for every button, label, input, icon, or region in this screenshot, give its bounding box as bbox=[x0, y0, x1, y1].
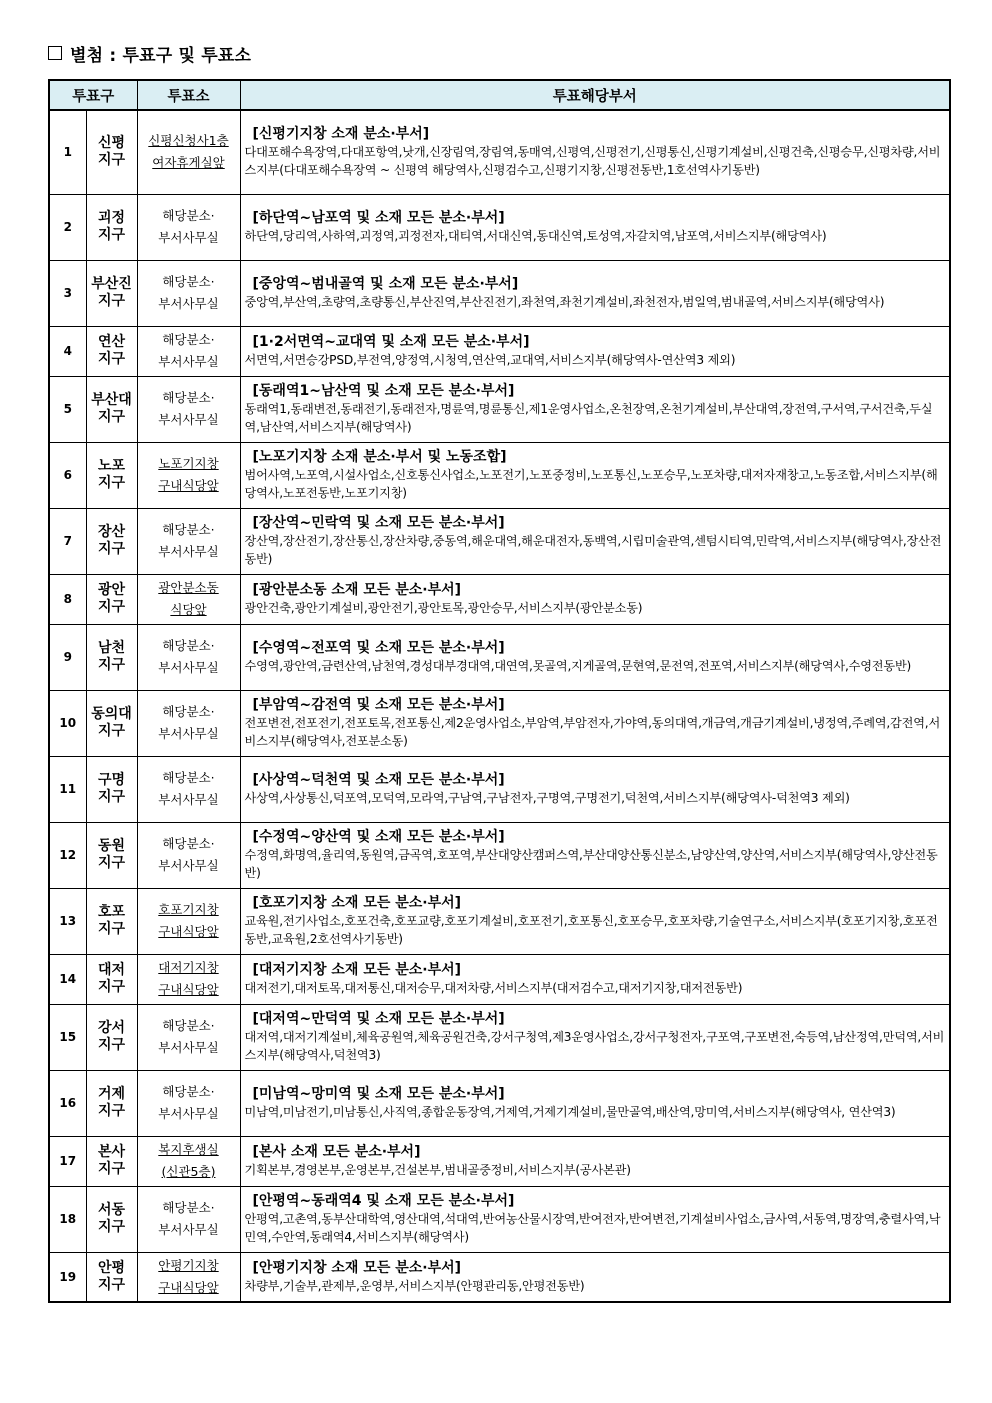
district-label: 지구 bbox=[97, 541, 126, 557]
district-cell bbox=[86, 110, 137, 194]
table-row bbox=[49, 110, 950, 194]
district-label: 지구 bbox=[97, 293, 126, 309]
checkbox-square-icon bbox=[48, 46, 62, 60]
polling-place-cell bbox=[137, 690, 240, 756]
department-heading: [본사 소재 모든 분소·부서] bbox=[252, 1144, 421, 1160]
row-number: 16 bbox=[49, 1070, 86, 1136]
polling-place-label: 해당분소· bbox=[162, 638, 215, 653]
district-label: 지구 bbox=[97, 1103, 126, 1119]
department-list: 중앙역,부산역,초량역,초량통신,부산진역,부산진전기,좌천역,좌천기계설비,좌천전자,범일역,범내골역,서비스지부(해당역사) bbox=[244, 295, 885, 309]
department-heading: [안평기지창 소재 모든 분소·부서] bbox=[252, 1259, 462, 1276]
polling-place-label: 부서사무실 bbox=[158, 660, 219, 675]
polling-place-label: 해당분소· bbox=[162, 1200, 215, 1215]
row-number: 8 bbox=[49, 574, 86, 624]
department-list: 동래역1,동래변전,동래전기,동래전자,명륜역,명륜통신,제1운영사업소,온천장역,온천기계설비,부산대역,장전역,구서역,구서건축,두실역,남산역,서비스지부(해당역사) bbox=[244, 402, 933, 434]
polling-place-label: 안평기지창 bbox=[158, 1257, 219, 1273]
department-heading: [수정역~양산역 및 소재 모든 분소·부서] bbox=[252, 829, 505, 845]
district-cell bbox=[86, 1004, 137, 1070]
row-number: 1 bbox=[49, 110, 86, 194]
department-list: 사상역,사상통신,덕포역,모덕역,모라역,구남역,구남전자,구명역,구명전기,덕천역,서비스지부(해당역사-덕천역3 제외) bbox=[244, 791, 850, 805]
polling-place-cell bbox=[137, 110, 240, 194]
table-row bbox=[49, 376, 950, 442]
polling-place-cell bbox=[137, 1004, 240, 1070]
district-cell bbox=[86, 756, 137, 822]
department-list: 차량부,기술부,관제부,운영부,서비스지부(안평관리동,안평전동반) bbox=[244, 1278, 585, 1293]
polling-place-label: 구내식당앞 bbox=[158, 924, 219, 939]
district-cell bbox=[86, 1136, 137, 1186]
row-number: 12 bbox=[49, 822, 86, 888]
department-list: 대저역,대저기계설비,체육공원역,체육공원건축,강서구청역,제3운영사업소,강서구청전자,구포역,구포변전,숙등역,남산정역,만덕역,서비스지부(해당역사,덕천역3) bbox=[244, 1030, 945, 1062]
polling-place-cell bbox=[137, 1186, 240, 1252]
district-label: 남천 bbox=[97, 640, 126, 656]
district-label: 지구 bbox=[97, 921, 126, 937]
document-title bbox=[48, 40, 251, 66]
district-label: 지구 bbox=[97, 227, 126, 243]
table-body bbox=[49, 110, 950, 1302]
polling-place-cell bbox=[137, 756, 240, 822]
department-cell bbox=[240, 326, 950, 376]
polling-place-cell bbox=[137, 1252, 240, 1302]
row-number: 11 bbox=[49, 756, 86, 822]
table-row bbox=[49, 1136, 950, 1186]
department-cell bbox=[240, 376, 950, 442]
polling-place-label: 부서사무실 bbox=[158, 792, 219, 807]
department-heading: [안평역~동래역4 및 소재 모든 분소·부서] bbox=[252, 1193, 515, 1209]
district-label: 부산대 bbox=[91, 392, 132, 408]
polling-place-cell bbox=[137, 888, 240, 954]
title-text: 별첨 : 투표구 및 투표소 bbox=[70, 45, 252, 66]
department-list: 광안건축,광안기계설비,광안전기,광안토목,광안승무,서비스지부(광안분소동) bbox=[244, 601, 643, 615]
district-label: 신평 bbox=[97, 135, 126, 152]
district-label: 강서 bbox=[97, 1020, 126, 1036]
row-number: 13 bbox=[49, 888, 86, 954]
row-number: 15 bbox=[49, 1004, 86, 1070]
polling-place-label: 부서사무실 bbox=[158, 412, 219, 427]
department-list: 기획본부,경영본부,운영본부,건설본부,범내골중정비,서비스지부(공사본관) bbox=[244, 1163, 631, 1177]
row-number: 6 bbox=[49, 442, 86, 508]
department-heading: [장산역~민락역 및 소재 모든 분소·부서] bbox=[252, 515, 505, 531]
polling-place-label: 부서사무실 bbox=[158, 544, 219, 559]
department-heading: [광안분소동 소재 모든 분소·부서] bbox=[252, 582, 462, 598]
polling-place-label: 여자휴게실앞 bbox=[152, 155, 225, 171]
department-cell bbox=[240, 1004, 950, 1070]
polling-place-cell bbox=[137, 508, 240, 574]
table-row bbox=[49, 954, 950, 1004]
district-label: 지구 bbox=[97, 855, 126, 871]
district-cell bbox=[86, 508, 137, 574]
district-label: 지구 bbox=[97, 723, 126, 739]
table-header-row bbox=[49, 80, 950, 110]
polling-place-label: 부서사무실 bbox=[158, 1222, 219, 1237]
department-cell bbox=[240, 690, 950, 756]
table-row bbox=[49, 624, 950, 690]
polling-place-cell bbox=[137, 1136, 240, 1186]
polling-place-label: 해당분소· bbox=[162, 208, 215, 223]
department-heading: [1·2서면역~교대역 및 소재 모든 분소·부서] bbox=[252, 334, 530, 350]
row-number: 17 bbox=[49, 1136, 86, 1186]
district-label: 노포 bbox=[97, 458, 126, 474]
department-list: 대저전기,대저토목,대저통신,대저승무,대저차량,서비스지부(대저검수고,대저기지창,대저전동반) bbox=[244, 981, 743, 995]
polling-place-label: 신평신청사1층 bbox=[148, 133, 229, 149]
district-label: 지구 bbox=[97, 979, 126, 995]
table-row bbox=[49, 442, 950, 508]
polling-place-label: 부서사무실 bbox=[158, 1106, 219, 1121]
row-number: 3 bbox=[49, 260, 86, 326]
department-heading: [대저기지창 소재 모든 분소·부서] bbox=[252, 962, 462, 978]
polling-place-label: 대저기지창 bbox=[158, 960, 219, 975]
department-cell bbox=[240, 508, 950, 574]
polling-place-label: 호포기지창 bbox=[158, 902, 219, 917]
polling-place-label: 부서사무실 bbox=[158, 296, 219, 311]
department-heading: [호포기지창 소재 모든 분소·부서] bbox=[252, 895, 462, 911]
district-label: 대저 bbox=[97, 962, 126, 978]
polling-place-label: 해당분소· bbox=[162, 704, 215, 719]
department-cell bbox=[240, 888, 950, 954]
district-label: 거제 bbox=[97, 1086, 126, 1102]
table-row bbox=[49, 326, 950, 376]
district-cell bbox=[86, 822, 137, 888]
department-cell bbox=[240, 442, 950, 508]
polling-place-cell bbox=[137, 326, 240, 376]
polling-place-label: (신관5층) bbox=[161, 1164, 216, 1179]
table-row bbox=[49, 1252, 950, 1302]
department-heading: [미남역~망미역 및 소재 모든 분소·부서] bbox=[252, 1086, 505, 1102]
polling-place-cell bbox=[137, 194, 240, 260]
district-label: 지구 bbox=[97, 351, 126, 367]
department-list: 장산역,장산전기,장산통신,장산차량,중동역,해운대역,해운대전자,동백역,시립미술관역,센텀시티역,민락역,서비스지부(해당역사,장산전동반) bbox=[244, 534, 942, 566]
department-heading: [대저역~만덕역 및 소재 모든 분소·부서] bbox=[252, 1011, 505, 1027]
district-cell bbox=[86, 574, 137, 624]
department-list: 전포변전,전포전기,전포토목,전포통신,제2운영사업소,부암역,부암전자,가야역,동의대역,개금역,개금기계설비,냉정역,주례역,감전역,서비스지부(해당역사,전포분소동) bbox=[244, 716, 941, 748]
district-label: 연산 bbox=[97, 334, 126, 350]
district-label: 지구 bbox=[97, 1037, 126, 1053]
department-list: 다대포해수욕장역,다대포항역,낫개,신장림역,장림역,동매역,신평역,신평전기,신평통신,신평기계설비,신평건축,신평승무,신평차량,서비스지부(다대포해수욕장역 ~ 신평역 해당역사,신평검수고,신평기지창,신평전동반,1호선역사기동반) bbox=[244, 145, 941, 178]
department-cell bbox=[240, 624, 950, 690]
district-label: 서동 bbox=[97, 1202, 126, 1218]
row-number: 18 bbox=[49, 1186, 86, 1252]
polling-place-cell bbox=[137, 822, 240, 888]
row-number: 10 bbox=[49, 690, 86, 756]
department-heading: [노포기지창 소재 분소·부서 및 노동조합] bbox=[252, 449, 507, 465]
table-row bbox=[49, 690, 950, 756]
polling-place-label: 복지후생실 bbox=[158, 1142, 219, 1157]
district-label: 지구 bbox=[97, 1219, 126, 1235]
polling-place-cell bbox=[137, 260, 240, 326]
polling-place-label: 해당분소· bbox=[162, 1018, 215, 1033]
department-heading: [신평기지창 소재 분소·부서] bbox=[252, 126, 430, 143]
department-cell bbox=[240, 822, 950, 888]
department-heading: [수영역~전포역 및 소재 모든 분소·부서] bbox=[252, 640, 505, 656]
department-heading: [동래역1~남산역 및 소재 모든 분소·부서] bbox=[252, 383, 515, 399]
department-heading: [하단역~남포역 및 소재 모든 분소·부서] bbox=[252, 210, 505, 226]
district-cell bbox=[86, 690, 137, 756]
district-label: 지구 bbox=[97, 475, 126, 491]
polling-place-label: 식당앞 bbox=[170, 602, 207, 617]
polling-place-cell bbox=[137, 442, 240, 508]
polling-place-label: 부서사무실 bbox=[158, 230, 219, 245]
row-number: 5 bbox=[49, 376, 86, 442]
department-list: 수정역,화명역,율리역,동원역,금곡역,호포역,부산대양산캠퍼스역,부산대양산통신분소,남양산역,양산역,서비스지부(해당역사,양산전동반) bbox=[244, 848, 938, 880]
table-row bbox=[49, 1186, 950, 1252]
row-number: 19 bbox=[49, 1252, 86, 1302]
district-label: 광안 bbox=[97, 582, 126, 598]
row-number: 9 bbox=[49, 624, 86, 690]
polling-place-label: 노포기지창 bbox=[158, 456, 219, 471]
polling-place-label: 구내식당앞 bbox=[158, 478, 219, 493]
department-heading: [중앙역~범내골역 및 소재 모든 분소·부서] bbox=[252, 276, 519, 292]
department-list: 교육원,전기사업소,호포건축,호포교량,호포기계설비,호포전기,호포통신,호포승무,호포차량,기술연구소,서비스지부(호포기지창,호포전동반,교육원,2호선역사기동반) bbox=[244, 914, 938, 946]
table-row bbox=[49, 194, 950, 260]
department-list: 범어사역,노포역,시설사업소,신호통신사업소,노포전기,노포중정비,노포통신,노포승무,노포차량,대저자재창고,노동조합,서비스지부(해당역사,노포전동반,노포기지창) bbox=[244, 468, 938, 500]
district-cell bbox=[86, 326, 137, 376]
district-cell bbox=[86, 888, 137, 954]
header-dept: 투표해당부서 bbox=[240, 80, 950, 110]
district-cell bbox=[86, 260, 137, 326]
polling-table bbox=[48, 79, 951, 1303]
polling-place-label: 해당분소· bbox=[162, 332, 215, 347]
polling-place-label: 해당분소· bbox=[162, 836, 215, 851]
district-cell bbox=[86, 194, 137, 260]
table-row bbox=[49, 574, 950, 624]
row-number: 14 bbox=[49, 954, 86, 1004]
department-cell bbox=[240, 954, 950, 1004]
department-cell bbox=[240, 1186, 950, 1252]
department-heading: [부암역~감전역 및 소재 모든 분소·부서] bbox=[252, 697, 505, 713]
district-label: 지구 bbox=[97, 152, 126, 169]
district-label: 괴정 bbox=[97, 210, 126, 226]
table-row bbox=[49, 822, 950, 888]
table-row bbox=[49, 888, 950, 954]
polling-place-label: 광안분소동 bbox=[158, 580, 219, 595]
polling-place-label: 해당분소· bbox=[162, 1084, 215, 1099]
district-cell bbox=[86, 1186, 137, 1252]
polling-place-label: 구내식당앞 bbox=[158, 982, 219, 997]
district-cell bbox=[86, 624, 137, 690]
department-list: 서면역,서면승강PSD,부전역,양정역,시청역,연산역,교대역,서비스지부(해당역사-연산역3 제외) bbox=[244, 353, 736, 367]
department-cell bbox=[240, 574, 950, 624]
department-list: 하단역,당리역,사하역,괴정역,괴정전자,대티역,서대신역,동대신역,토성역,자갈치역,남포역,서비스지부(해당역사) bbox=[244, 229, 827, 243]
district-cell bbox=[86, 954, 137, 1004]
polling-place-cell bbox=[137, 574, 240, 624]
department-heading: [사상역~덕천역 및 소재 모든 분소·부서] bbox=[252, 772, 505, 788]
district-cell bbox=[86, 1070, 137, 1136]
department-list: 미남역,미남전기,미남통신,사직역,종합운동장역,거제역,거제기계설비,물만골역,배산역,망미역,서비스지부(해당역사, 연산역3) bbox=[244, 1105, 896, 1119]
table-row bbox=[49, 756, 950, 822]
row-number: 4 bbox=[49, 326, 86, 376]
department-list: 수영역,광안역,금련산역,남천역,경성대부경대역,대연역,못골역,지게골역,문현역,문전역,전포역,서비스지부(해당역사,수영전동반) bbox=[244, 659, 912, 673]
polling-place-cell bbox=[137, 376, 240, 442]
district-label: 지구 bbox=[97, 1276, 126, 1293]
table-row bbox=[49, 508, 950, 574]
polling-place-label: 구내식당앞 bbox=[158, 1279, 219, 1295]
department-cell bbox=[240, 1136, 950, 1186]
district-cell bbox=[86, 1252, 137, 1302]
table-row bbox=[49, 1070, 950, 1136]
table-row bbox=[49, 1004, 950, 1070]
department-cell bbox=[240, 1070, 950, 1136]
polling-place-label: 해당분소· bbox=[162, 274, 215, 289]
district-cell bbox=[86, 442, 137, 508]
polling-place-label: 부서사무실 bbox=[158, 726, 219, 741]
department-cell bbox=[240, 110, 950, 194]
district-label: 구명 bbox=[97, 772, 126, 788]
district-label: 안평 bbox=[97, 1259, 126, 1276]
district-label: 장산 bbox=[97, 524, 126, 540]
district-label: 호포 bbox=[97, 904, 126, 920]
district-label: 지구 bbox=[97, 789, 126, 805]
district-label: 지구 bbox=[97, 599, 126, 615]
district-label: 지구 bbox=[97, 1161, 126, 1177]
polling-place-cell bbox=[137, 624, 240, 690]
district-label: 동원 bbox=[97, 838, 126, 854]
header-place: 투표소 bbox=[137, 80, 240, 110]
polling-place-label: 부서사무실 bbox=[158, 858, 219, 873]
district-label: 부산진 bbox=[91, 276, 132, 292]
district-cell bbox=[86, 376, 137, 442]
department-cell bbox=[240, 1252, 950, 1302]
district-label: 본사 bbox=[97, 1144, 126, 1160]
row-number: 7 bbox=[49, 508, 86, 574]
polling-place-label: 해당분소· bbox=[162, 390, 215, 405]
department-cell bbox=[240, 756, 950, 822]
department-cell bbox=[240, 194, 950, 260]
district-label: 동의대 bbox=[91, 706, 132, 722]
department-cell bbox=[240, 260, 950, 326]
header-district: 투표구 bbox=[49, 80, 137, 110]
polling-place-label: 부서사무실 bbox=[158, 354, 219, 369]
table-row bbox=[49, 260, 950, 326]
polling-place-label: 해당분소· bbox=[162, 770, 215, 785]
polling-place-cell bbox=[137, 954, 240, 1004]
polling-place-label: 부서사무실 bbox=[158, 1040, 219, 1055]
polling-place-label: 해당분소· bbox=[162, 522, 215, 537]
row-number: 2 bbox=[49, 194, 86, 260]
district-label: 지구 bbox=[97, 657, 126, 673]
district-label: 지구 bbox=[97, 409, 126, 425]
polling-place-cell bbox=[137, 1070, 240, 1136]
department-list: 안평역,고촌역,동부산대학역,영산대역,석대역,반여농산물시장역,반여전자,반여변전,기계설비사업소,금사역,서동역,명장역,충렬사역,낙민역,수안역,동래역4,서비스지부(해당역사) bbox=[244, 1212, 941, 1244]
